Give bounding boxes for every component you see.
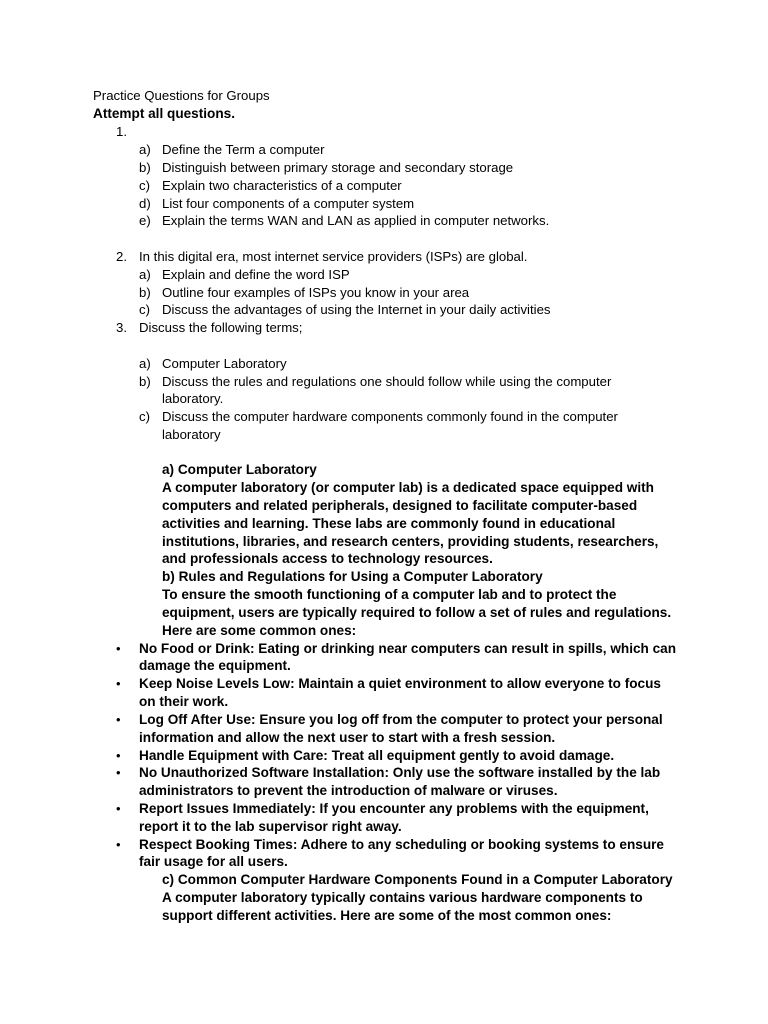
q1-item-text: Define the Term a computer [162, 142, 325, 157]
answer-a-line: A computer laboratory (or computer lab) is a dedicated space equipped with [162, 480, 654, 495]
answer-b-heading: b) Rules and Regulations for Using a Computer Laboratory [162, 569, 543, 584]
bullet-text: information and allow the next user to start with a fresh session. [139, 730, 556, 745]
bullet-text: Respect Booking Times: Adhere to any scheduling or booking systems to ensure [139, 837, 664, 852]
q1-item-text: List four components of a computer system [162, 196, 415, 211]
q2-item-text: Discuss the advantages of using the Internet in your daily activities [162, 302, 551, 317]
q1-item-label: c) [139, 178, 150, 193]
bullet-icon: • [116, 765, 121, 780]
q2-item-label: c) [139, 302, 150, 317]
answer-a-heading: a) Computer Laboratory [162, 462, 317, 477]
q2-item-text: Outline four examples of ISPs you know in your area [162, 285, 470, 300]
bullet-icon: • [116, 748, 121, 763]
bullet-text: Report Issues Immediately: If you encounter any problems with the equipment, [139, 801, 649, 816]
bullet-text: Keep Noise Levels Low: Maintain a quiet environment to allow everyone to focus [139, 676, 661, 691]
answer-a-line: computers and related peripherals, designed to facilitate computer-based [162, 498, 638, 513]
bullet-icon: • [116, 676, 121, 691]
bullet-text: Log Off After Use: Ensure you log off from the computer to protect your personal [139, 712, 663, 727]
bullet-icon: • [116, 641, 121, 656]
q2-item-text: Explain and define the word ISP [162, 267, 350, 282]
answer-a-line: activities and learning. These labs are commonly found in educational [162, 516, 616, 531]
document-title: Practice Questions for Groups [93, 88, 270, 103]
q1-item-label: a) [139, 142, 151, 157]
answer-b-line: To ensure the smooth functioning of a computer lab and to protect the [162, 587, 617, 602]
bullet-text: fair usage for all users. [139, 854, 288, 869]
q2-item-label: a) [139, 267, 151, 282]
bullet-text: report it to the lab supervisor right away. [139, 819, 402, 834]
q1-item-label: e) [139, 213, 151, 228]
q3-item-text: Computer Laboratory [162, 356, 287, 371]
q1-item-text: Distinguish between primary storage and secondary storage [162, 160, 514, 175]
q1-item-label: d) [139, 196, 151, 211]
question-1-number: 1. [116, 124, 127, 139]
q2-item-label: b) [139, 285, 151, 300]
bullet-text: No Unauthorized Software Installation: Only use the software installed by the lab [139, 765, 661, 780]
answer-c-line: A computer laboratory typically contains various hardware components to [162, 890, 643, 905]
q3-item-label: a) [139, 356, 151, 371]
answer-c-line: support different activities. Here are some of the most common ones: [162, 908, 612, 923]
q1-item-text: Explain the terms WAN and LAN as applied in computer networks. [162, 213, 550, 228]
answer-b-line: Here are some common ones: [162, 623, 357, 638]
q1-item-text: Explain two characteristics of a computer [162, 178, 402, 193]
bullet-text: damage the equipment. [139, 658, 291, 673]
q3-item-label: c) [139, 409, 150, 424]
q3-item-label: b) [139, 374, 151, 389]
bullet-text: administrators to prevent the introduction of malware or viruses. [139, 783, 558, 798]
bullet-icon: • [116, 837, 121, 852]
q3-item-text: laboratory. [162, 391, 224, 406]
question-3-number: 3. [116, 320, 127, 335]
q3-item-text: laboratory [162, 427, 221, 442]
bullet-icon: • [116, 712, 121, 727]
instruction: Attempt all questions. [93, 106, 235, 121]
bullet-text: on their work. [139, 694, 229, 709]
answer-a-line: and professionals access to technology resources. [162, 551, 493, 566]
q3-item-text: Discuss the computer hardware components commonly found in the computer [162, 409, 618, 424]
bullet-icon: • [116, 801, 121, 816]
question-2-text: In this digital era, most internet service providers (ISPs) are global. [139, 249, 528, 264]
answer-c-heading: c) Common Computer Hardware Components Found in a Computer Laboratory [162, 872, 673, 887]
q3-item-text: Discuss the rules and regulations one should follow while using the computer [162, 374, 612, 389]
bullet-text: No Food or Drink: Eating or drinking near computers can result in spills, which can [139, 641, 677, 656]
bullet-text: Handle Equipment with Care: Treat all equipment gently to avoid damage. [139, 748, 615, 763]
question-2-number: 2. [116, 249, 127, 264]
answer-b-line: equipment, users are typically required to follow a set of rules and regulations. [162, 605, 672, 620]
answer-a-line: institutions, libraries, and research centers, providing students, researchers, [162, 534, 659, 549]
question-3-text: Discuss the following terms; [139, 320, 303, 335]
q1-item-label: b) [139, 160, 151, 175]
